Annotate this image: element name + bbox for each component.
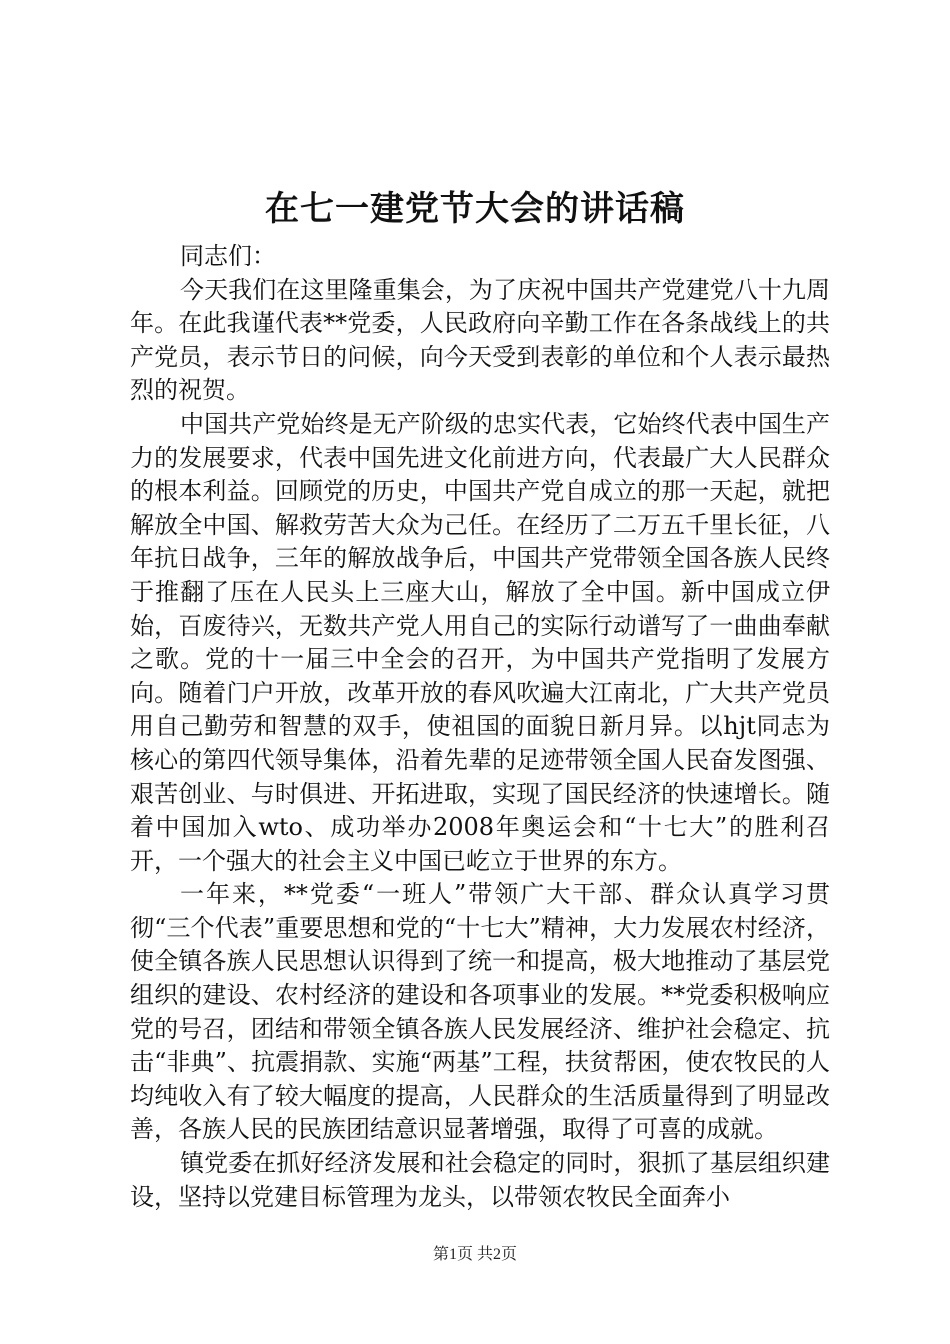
paragraph-opening: 今天我们在这里隆重集会，为了庆祝中国共产党建党八十九周年。在此我谨代表**党委，人民政府向辛勤工作在各条战线上的共产党员，表示节日的问候，向今天受到表彰的单位和个人表示最热烈的祝贺。 [130,275,830,405]
paragraph-party-history: 中国共产党始终是无产阶级的忠实代表，它始终代表中国生产力的发展要求，代表中国先进文化前进方向，代表最广大人民群众的根本利益。回顾党的历史，中国共产党自成立的那一天起，就把解放全中国、解救劳苦大众为己任。在经历了二万五千里长征，八年抗日战争，三年的解放战争后，中国共产党带领全国各族人民终于推翻了压在人民头上三座大山，解放了全中国。新中国成立伊始，百废待兴，无数共产党人用自己的实际行动谱写了一曲曲奉献之歌。党的十一届三中全会的召开，为中国共产党指明了发展方向。随着门户开放，改革开放的春风吹遍大江南北，广大共产党员用自己勤劳和智慧的双手，使祖国的面貌日新月异。以hjt同志为核心的第四代领导集体，沿着先辈的足迹带领全国人民奋发图强、艰苦创业、与时俱进、开拓进取，实现了国民经济的快速增长。随着中国加入wto、成功举办2008年奥运会和“十七大”的胜利召开，一个强大的社会主义中国已屹立于世界的东方。 [130,409,830,875]
page-number-footer: 第1页 共2页 [432,1246,517,1263]
paragraph-organization-building: 镇党委在抓好经济发展和社会稳定的同时，狠抓了基层组织建设，坚持以党建目标管理为龙头，以带领农牧民全面奔小 [130,1149,830,1211]
document-body [130,240,830,1214]
paragraph-annual-review: 一年来，**党委“一班人”带领广大干部、群众认真学习贯彻“三个代表”重要思想和党的“十七大”精神，大力发展农村经济，使全镇各族人民思想认识得到了统一和提高，极大地推动了基层党组织的建设、农村经济的建设和各项事业的发展。**党委积极响应党的号召，团结和带领全镇各族人民发展经济、维护社会稳定、抗击“非典”、抗震捐款、实施“两基”工程，扶贫帮困，使农牧民的人均纯收入有了较大幅度的提高，人民群众的生活质量得到了明显改善，各族人民的民族团结意识显著增强，取得了可喜的成就。 [130,880,830,1144]
document-title: 在七一建党节大会的讲话稿 [265,189,685,229]
salutation: 同志们： [180,242,276,270]
